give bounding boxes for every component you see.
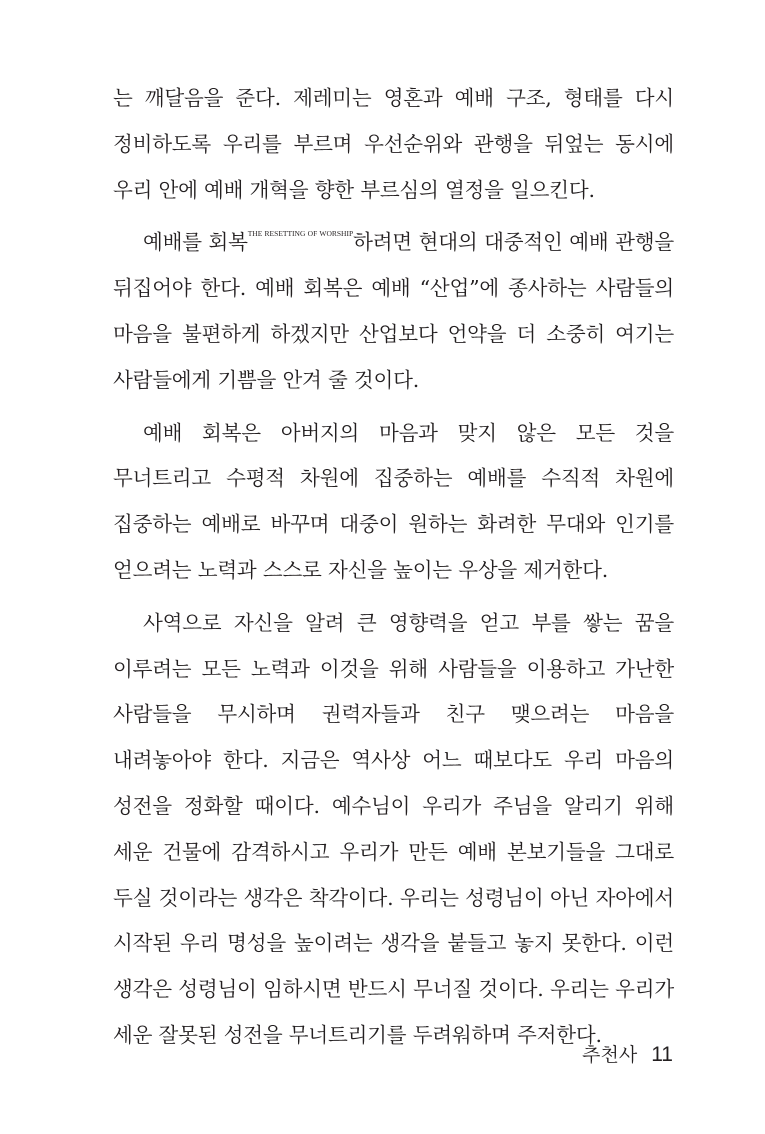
page-footer [582, 1040, 673, 1067]
body-text [113, 76, 674, 1066]
paragraph-2-lead: 예배를 회복 [143, 230, 248, 255]
paragraph-4: 사역으로 자신을 알려 큰 영향력을 얻고 부를 쌓는 꿈을 이루려는 모든 노력과 이것을 위해 사람들을 이용하고 가난한 사람들을 무시하며 권력자들과 친구 맺으려는 마음을 내려놓아야 한다. 지금은 역사상 어느 때보다도 우리 마음의 성전을 정화할 때이다. 예수님이 우리가 주님을 알리기 위해 세운 건물에 감격하시고 우리가 만든 예배 본보기들을 그대로 두실 것이라는 생각은 착각이다. 우리는 성령님이 아닌 자아에서 시작된 우리 명성을 높이려는 생각을 붙들고 놓지 못한다. 이런 생각은 성령님이 임하시면 반드시 무너질 것이다. 우리는 우리가 세운 잘못된 성전을 무너트리기를 두려워하며 주저한다. [113, 610, 674, 1047]
english-term-superscript: THE RESETTING OF WORSHIP [247, 229, 354, 239]
paragraph-1: 는 깨달음을 준다. 제레미는 영혼과 예배 구조, 형태를 다시 정비하도록 우리를 부르며 우선순위와 관행을 뒤엎는 동시에 우리 안에 예배 개혁을 향한 부르심의 열정을 일으킨다. [113, 86, 674, 202]
paragraph-2 [113, 220, 674, 403]
paragraph-2-rest: 하려면 현대의 대중적인 예배 관행을 뒤집어야 한다. 예배 회복은 예배 “산업”에 종사하는 사람들의 마음을 불편하게 하겠지만 산업보다 언약을 더 소중히 여기는 사람들에게 기쁨을 안겨 줄 것이다. [113, 230, 674, 392]
section-title: 추천사 [582, 1044, 638, 1066]
page-number: 11 [651, 1043, 673, 1066]
paragraph-3: 예배 회복은 아버지의 마음과 맞지 않은 모든 것을 무너트리고 수평적 차원에 집중하는 예배를 수직적 차원에 집중하는 예배로 바꾸며 대중이 원하는 화려한 무대와 인기를 얻으려는 노력과 스스로 자신을 높이는 우상을 제거한다. [113, 420, 674, 582]
